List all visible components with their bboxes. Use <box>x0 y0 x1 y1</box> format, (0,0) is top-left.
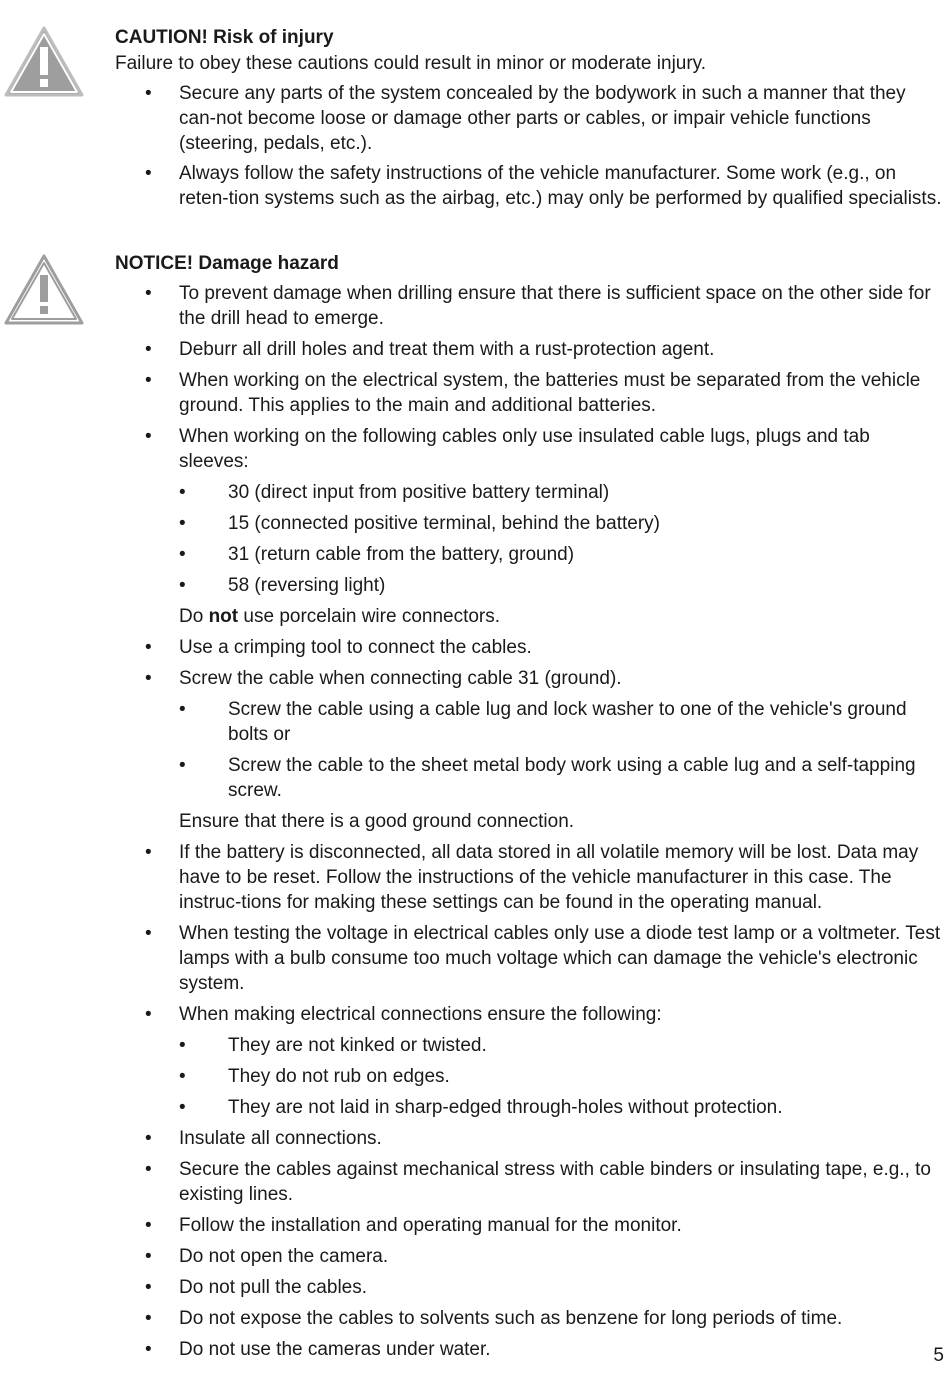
list-item: • Do not open the camera. <box>145 1246 389 1267</box>
list-item: • Secure the cables against mechanical stress with cable binders or insulating tape, e.g., to existing lines. <box>145 1159 931 1205</box>
bullet: • <box>145 1215 152 1236</box>
bullet: • <box>179 699 186 720</box>
caution-intro: Failure to obey these cautions could result in minor or moderate injury. <box>115 53 707 74</box>
list-item: • Do not expose the cables to solvents such as benzene for long periods of time. <box>145 1308 843 1329</box>
list-item: • When working on the electrical system, the batteries must be separated from the vehicle ground. This applies to the main and additional batteries. <box>145 370 921 416</box>
page-number: 5 <box>933 1345 944 1366</box>
sub-list-item: • Screw the cable using a cable lug and lock washer to one of the vehicle's ground bolts or <box>179 699 907 745</box>
bullet: • <box>179 1035 186 1056</box>
list-item: • Do not pull the cables. <box>145 1277 368 1298</box>
list-item: • Always follow the safety instructions of the vehicle manufacturer. Some work (e.g., on reten-tion systems such as the airbag, etc.) may only be performed by qualified specialists. <box>145 163 942 209</box>
bullet: • <box>145 283 152 304</box>
list-item: • When working on the following cables only use insulated cable lugs, plugs and tab sleeves: <box>145 426 870 472</box>
bullet: • <box>145 923 152 944</box>
sub-list-item: • They are not laid in sharp-edged through-holes without protection. <box>179 1097 783 1118</box>
bullet: • <box>145 1339 152 1360</box>
bullet: • <box>179 544 186 565</box>
bullet: • <box>179 575 186 596</box>
bullet: • <box>145 1159 152 1180</box>
list-item: • If the battery is disconnected, all data stored in all volatile memory will be lost. Data may have to be reset. Follow the instructions of the vehicle manufacturer in this case. The instruc-tions for making these settings can be found in the operating manual. <box>145 842 919 913</box>
list-item: • Secure any parts of the system concealed by the bodywork in such a manner that they can-not become loose or damage other parts or cables, or impair vehicle functions (steering, pedals, etc.). <box>145 83 906 154</box>
bullet: • <box>145 668 152 689</box>
bullet: • <box>145 370 152 391</box>
sub-list-item: • 31 (return cable from the battery, ground) <box>179 544 575 565</box>
bullet: • <box>179 513 186 534</box>
notice-title: NOTICE! Damage hazard <box>115 253 339 274</box>
list-note: Ensure that there is a good ground connection. <box>179 811 575 832</box>
bullet: • <box>145 426 152 447</box>
list-item: • When testing the voltage in electrical cables only use a diode test lamp or a voltmeter. Test lamps with a bulb consume too much voltage which can damage the vehicle's electronic system. <box>145 923 941 994</box>
sub-list-item: • 58 (reversing light) <box>179 575 386 596</box>
caution-list <box>0 81 950 216</box>
list-item: • Screw the cable when connecting cable 31 (ground). <box>145 668 622 689</box>
bullet: • <box>145 339 152 360</box>
bullet: • <box>179 1066 186 1087</box>
bullet: • <box>145 1246 152 1267</box>
emphasis: not <box>208 606 239 627</box>
sub-list-item: • Screw the cable to the sheet metal body work using a cable lug and a self-tapping screw. <box>179 755 916 801</box>
list-item: • Follow the installation and operating manual for the monitor. <box>145 1215 682 1236</box>
sub-list-item: • They do not rub on edges. <box>179 1066 450 1087</box>
bullet: • <box>179 482 186 503</box>
bullet: • <box>179 755 186 776</box>
bullet: • <box>145 637 152 658</box>
list-item: • Deburr all drill holes and treat them with a rust-protection agent. <box>145 339 715 360</box>
list-item: • Do not use the cameras under water. <box>145 1339 491 1360</box>
sub-list-item: • 15 (connected positive terminal, behind the battery) <box>179 513 660 534</box>
sub-list-item: • They are not kinked or twisted. <box>179 1035 487 1056</box>
list-item: • Use a crimping tool to connect the cables. <box>145 637 532 658</box>
bullet: • <box>145 1308 152 1329</box>
list-item: • To prevent damage when drilling ensure that there is sufficient space on the other side for the drill head to emerge. <box>145 283 931 329</box>
caution-title: CAUTION! Risk of injury <box>115 27 334 48</box>
bullet: • <box>145 1277 152 1298</box>
list-item: • When making electrical connections ensure the following: <box>145 1004 662 1025</box>
sub-list-item: • 30 (direct input from positive battery terminal) <box>179 482 610 503</box>
list-note: Do not use porcelain wire connectors. <box>179 606 501 627</box>
bullet: • <box>145 163 152 184</box>
list-item: • Insulate all connections. <box>145 1128 382 1149</box>
bullet: • <box>145 1004 152 1025</box>
bullet: • <box>179 1097 186 1118</box>
bullet: • <box>145 1128 152 1149</box>
notice-list <box>0 281 950 1368</box>
bullet: • <box>145 83 152 104</box>
bullet: • <box>145 842 152 863</box>
